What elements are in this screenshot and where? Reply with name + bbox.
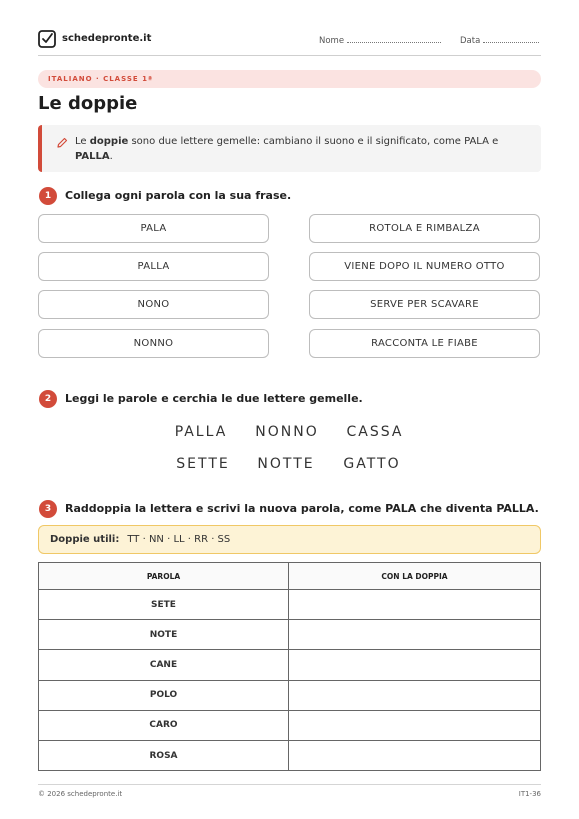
- pencil-icon: [56, 137, 68, 149]
- name-label: Nome: [319, 36, 345, 46]
- match-left-4[interactable]: NONNO: [38, 329, 269, 358]
- word-item[interactable]: CASSA: [346, 424, 404, 440]
- question-1-number: 1: [39, 187, 57, 205]
- word-cell: CARO: [39, 710, 289, 740]
- useful-value: TT · NN · LL · RR · SS: [127, 534, 231, 545]
- match-left-3[interactable]: NONO: [38, 290, 269, 319]
- match-right-2[interactable]: VIENE DOPO IL NUMERO OTTO: [309, 252, 540, 281]
- answer-cell[interactable]: [289, 590, 541, 620]
- question-2-text: Leggi le parole e cerchia le due lettere gemelle.: [65, 392, 363, 405]
- column-header-con-la-doppia: CON LA DOPPIA: [289, 563, 541, 590]
- date-field[interactable]: [460, 35, 539, 46]
- useful-label: Doppie utili:: [50, 534, 120, 545]
- word-item[interactable]: SETTE: [176, 456, 230, 472]
- useful-doubles-box: [38, 525, 541, 554]
- match-left-2[interactable]: PALLA: [38, 252, 269, 281]
- note-text: Le doppie sono due lettere gemelle: cambiano il suono e il significato, come PALA e PALLA.: [75, 136, 499, 162]
- table-row: [39, 710, 541, 740]
- question-2-number: 2: [39, 390, 57, 408]
- answer-cell[interactable]: [289, 620, 541, 650]
- question-3-number: 3: [39, 500, 57, 518]
- word-cell: ROSA: [39, 740, 289, 770]
- site-logo-text: schedepronte.it: [62, 33, 152, 44]
- word-cell: SETE: [39, 590, 289, 620]
- table-header-row: [39, 563, 541, 590]
- question-1-text: Collega ogni parola con la sua frase.: [65, 189, 292, 202]
- table-row: [39, 620, 541, 650]
- word-item[interactable]: NOTTE: [257, 456, 315, 472]
- word-cell: POLO: [39, 680, 289, 710]
- match-left-1[interactable]: PALA: [38, 214, 269, 243]
- match-right-3[interactable]: SERVE PER SCAVARE: [309, 290, 540, 319]
- page-title: Le doppie: [38, 93, 138, 114]
- question-3-text: Raddoppia la lettera e scrivi la nuova parola, come PALA che diventa PALLA.: [65, 502, 539, 515]
- table-row: [39, 740, 541, 770]
- answer-cell[interactable]: [289, 680, 541, 710]
- name-field[interactable]: [319, 35, 441, 46]
- note-bold-word: doppie: [89, 136, 129, 147]
- match-right-1[interactable]: ROTOLA E RIMBALZA: [309, 214, 540, 243]
- answer-cell[interactable]: [289, 710, 541, 740]
- note-bold-end: PALLA: [75, 151, 110, 162]
- word-cell: NOTE: [39, 620, 289, 650]
- footer-divider: [38, 784, 541, 785]
- word-cell: CANE: [39, 650, 289, 680]
- answer-cell[interactable]: [289, 740, 541, 770]
- date-label: Data: [460, 36, 481, 46]
- column-header-parola: PAROLA: [39, 563, 289, 590]
- match-right-4[interactable]: RACCONTA LE FIABE: [309, 329, 540, 358]
- double-letters-table: [38, 562, 541, 771]
- footer-code: IT1-36: [518, 790, 541, 798]
- subject-tag: ITALIANO · CLASSE 1ª: [38, 70, 541, 88]
- word-item[interactable]: GATTO: [343, 456, 401, 472]
- table-row: [39, 590, 541, 620]
- answer-cell[interactable]: [289, 650, 541, 680]
- info-note: [38, 125, 541, 172]
- word-item[interactable]: NONNO: [255, 424, 319, 440]
- footer-copyright: © 2026 schedepronte.it: [38, 790, 123, 798]
- table-row: [39, 680, 541, 710]
- checkbox-logo-icon: [38, 30, 56, 48]
- word-item[interactable]: PALLA: [174, 424, 228, 440]
- page-header: [38, 28, 541, 56]
- table-row: [39, 650, 541, 680]
